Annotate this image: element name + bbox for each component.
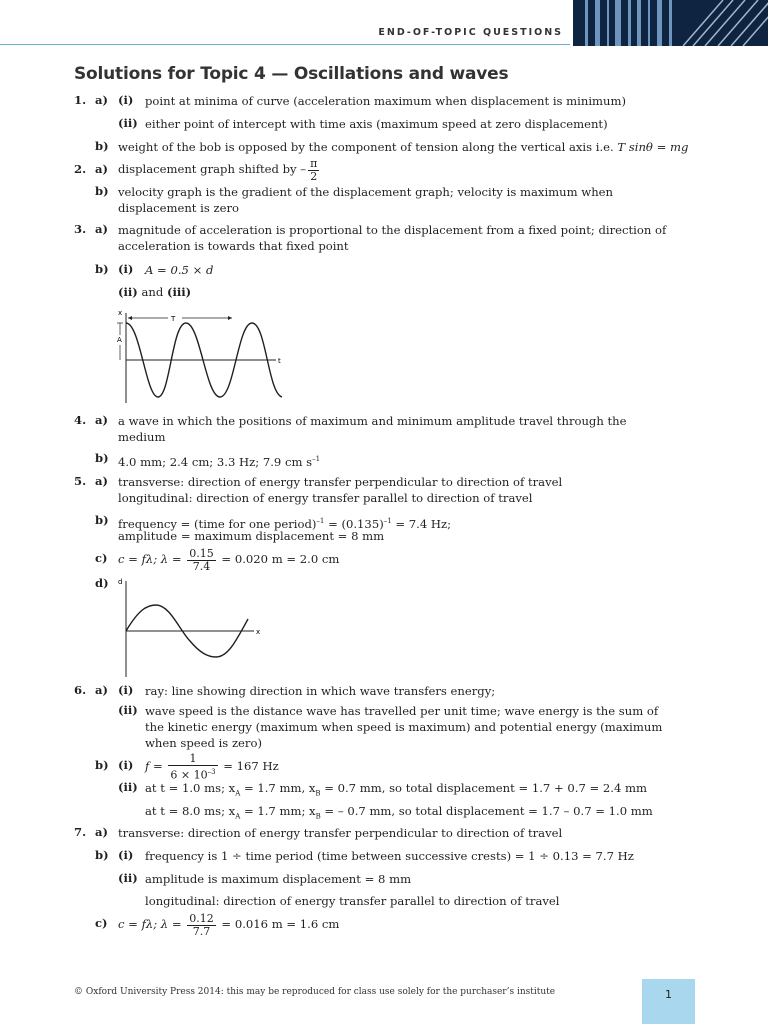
header-image: [573, 0, 768, 46]
q7-c-post: = 0.016 m = 1.6 cm: [217, 917, 340, 931]
q7-c-denominator: 7.7: [192, 924, 211, 938]
q3-sub-i: (i): [118, 262, 134, 276]
q1-b-line: [118, 139, 688, 155]
q7-sub-i: (i): [118, 848, 134, 862]
q6-bi-line: [145, 750, 279, 782]
q5-c-pre: c = fλ; λ =: [118, 552, 186, 566]
q3-and: and: [137, 285, 167, 299]
q5-wave-graph: [110, 575, 270, 680]
q7-c-fraction: [187, 913, 216, 938]
q3-a-text2: acceleration is towards that fixed point: [118, 239, 349, 253]
q6-bii-l1-a: at t = 1.0 ms; x: [145, 781, 236, 795]
q3-sub-iii: (iii): [166, 285, 192, 299]
q4-part-b: b): [95, 451, 109, 465]
q5-c-numerator: 0.15: [189, 546, 214, 560]
footer-copyright: © Oxford University Press 2014: this may be reproduced for class use solely for the purchaser’s institute: [74, 987, 556, 997]
header-label: END-OF-TOPIC QUESTIONS: [378, 27, 563, 38]
q4-a-text2: medium: [118, 430, 166, 444]
q6-part-a: a): [95, 683, 108, 697]
q3-part-b: b): [95, 262, 109, 276]
q4-part-a: a): [95, 413, 108, 427]
q6-bii-l2-a: at t = 8.0 ms; x: [145, 804, 236, 818]
q7-part-b: b): [95, 848, 109, 862]
page-title: Solutions for Topic 4 — Oscillations and waves: [74, 64, 509, 84]
q5-number: 5.: [74, 474, 87, 488]
q3-part-a: a): [95, 222, 108, 236]
q6-bi-denominator: [168, 766, 217, 782]
q5-part-a: a): [95, 474, 108, 488]
q7-bii-text: amplitude is maximum displacement = 8 mm: [145, 872, 412, 886]
q5-part-d: d): [95, 576, 109, 590]
q7-bii-text2: longitudinal: direction of energy transfer parallel to direction of travel: [145, 894, 560, 908]
q3-bi-text: A = 0.5 × d: [145, 263, 214, 277]
q6-bii-l1-end: = 0.7 mm, so total displacement = 1.7 + 0.7 = 2.4 mm: [320, 781, 648, 795]
q6-bi-denominator-base: 6 × 10: [170, 768, 208, 782]
q6-part-b: b): [95, 758, 109, 772]
q2-frac-denominator: 2: [310, 169, 318, 183]
q1-sub-ii: (ii): [118, 116, 138, 130]
q6-aii-text3: when speed is zero): [145, 736, 262, 750]
q2-frac-numerator: π: [310, 156, 318, 170]
q1-sub-i: (i): [118, 93, 134, 107]
q5-c-post: = 0.020 m = 2.0 cm: [217, 552, 340, 566]
q6-bii-line2: [145, 803, 653, 824]
q3-a-text1: magnitude of acceleration is proportional to the displacement from a fixed point; direction of: [118, 223, 667, 237]
q2-part-b: b): [95, 184, 109, 198]
q6-ai-text: ray: line showing direction in which wave transfers energy;: [145, 684, 496, 698]
header-rule: [0, 44, 570, 45]
q6-sub-bi: (i): [118, 758, 134, 772]
q7-part-c: c): [95, 916, 108, 930]
q6-bii-l2-m: = 1.7 mm; x: [240, 804, 316, 818]
q7-a-text: transverse: direction of energy transfer perpendicular to direction of travel: [118, 826, 563, 840]
q5-b-text1c: = 7.4 Hz;: [391, 516, 452, 531]
q6-bi-fraction: [168, 753, 217, 782]
q5-b-sup2: –1: [383, 517, 392, 525]
q5-c-denominator: 7.4: [192, 559, 211, 573]
q6-number: 6.: [74, 683, 87, 697]
q6-bi-denominator-sup: –3: [207, 767, 216, 776]
q1-part-a: a): [95, 93, 108, 107]
q2-a-line: [118, 155, 321, 183]
q5-a-text1: transverse: direction of energy transfer perpendicular to direction of travel: [118, 475, 563, 489]
q2-number: 2.: [74, 162, 87, 176]
q7-sub-ii: (ii): [118, 871, 138, 885]
q3-displacement-graph: [110, 305, 290, 405]
q5-part-b: b): [95, 513, 109, 527]
q5-b-text1a: frequency = (time for one period): [118, 516, 317, 531]
q1-number: 1.: [74, 93, 87, 107]
q6-bii-l2-end: = – 0.7 mm, so total displacement = 1.7 – 0.7 = 1.0 mm: [320, 804, 653, 818]
q7-number: 7.: [74, 825, 87, 839]
q1-b-equation: T sinθ = mg: [617, 140, 689, 154]
q5-b-text2: amplitude = maximum displacement = 8 mm: [118, 529, 385, 543]
q4-number: 4.: [74, 413, 87, 427]
q2-b-text2: displacement is zero: [118, 201, 239, 215]
q5-b-text1b: = (0.135): [324, 516, 384, 531]
q6-bii-l2-sub2: B: [315, 812, 321, 821]
q6-bii-line1: [145, 780, 647, 801]
q6-bii-l1-m: = 1.7 mm, x: [240, 781, 316, 795]
q5-part-c: c): [95, 551, 108, 565]
q2-b-text1: velocity graph is the gradient of the displacement graph; velocity is maximum when: [118, 185, 614, 199]
q3-number: 3.: [74, 222, 87, 236]
q4-b-sup: –1: [312, 455, 321, 463]
q3-bii-line: [118, 284, 191, 300]
q6-sub-ii: (ii): [118, 703, 138, 717]
q3-graph-A-label: A: [117, 336, 122, 344]
q1-part-b: b): [95, 139, 109, 153]
q5-b-sup1: –1: [316, 517, 325, 525]
q5-graph-d-label: d: [118, 578, 123, 586]
q1-aii-text: either point of intercept with time axis (maximum speed at zero displacement): [145, 117, 608, 131]
page-number: 1: [665, 988, 672, 1001]
q7-c-pre: c = fλ; λ =: [118, 917, 186, 931]
q5-c-line: [118, 544, 339, 574]
q4-b-text: 4.0 mm; 2.4 cm; 3.3 Hz; 7.9 cm s: [118, 454, 313, 469]
q5-graph-x-label: x: [256, 628, 261, 636]
q5-c-fraction: [187, 548, 216, 573]
q7-c-numerator: 0.12: [189, 911, 214, 925]
q2-part-a: a): [95, 162, 108, 176]
q1-ai-text: point at minima of curve (acceleration maximum when displacement is minimum): [145, 94, 627, 108]
q2-a-fraction: [308, 158, 319, 183]
q7-part-a: a): [95, 825, 108, 839]
q4-b-line: [118, 451, 320, 470]
q4-a-text1: a wave in which the positions of maximum and minimum amplitude travel through the: [118, 414, 627, 428]
page-number-box: [642, 979, 695, 1024]
q6-aii-text1: wave speed is the distance wave has travelled per unit time; wave energy is the sum of: [145, 704, 659, 718]
q6-sub-i: (i): [118, 683, 134, 697]
q6-sub-bii: (ii): [118, 780, 138, 794]
q6-aii-text2: the kinetic energy (maximum when speed is maximum) and potential energy (maximum: [145, 720, 663, 734]
q3-sub-ii: (ii): [118, 285, 138, 299]
q3-graph-t-label: t: [278, 357, 281, 365]
q3-graph-x-label: x: [118, 309, 123, 317]
q7-c-line: [118, 909, 339, 939]
q1-b-text: weight of the bob is opposed by the component of tension along the vertical axis i.e.: [118, 140, 618, 154]
q5-a-text2: longitudinal: direction of energy transfer parallel to direction of travel: [118, 491, 533, 505]
q6-bii-l2-sub1: A: [235, 812, 241, 821]
q3-graph-T-label: T: [171, 315, 176, 323]
q7-bi-text: frequency is 1 ÷ time period (time between successive crests) = 1 ÷ 0.13 = 7.7 Hz: [145, 849, 634, 863]
q6-bi-post: = 167 Hz: [219, 759, 279, 773]
q6-bi-pre: f =: [145, 759, 167, 773]
q6-bi-numerator: 1: [168, 753, 217, 766]
q2-a-text: displacement graph shifted by –: [118, 162, 307, 176]
q6-bii-l1-sub1: A: [235, 789, 241, 798]
q6-bii-l1-sub2: B: [315, 789, 321, 798]
